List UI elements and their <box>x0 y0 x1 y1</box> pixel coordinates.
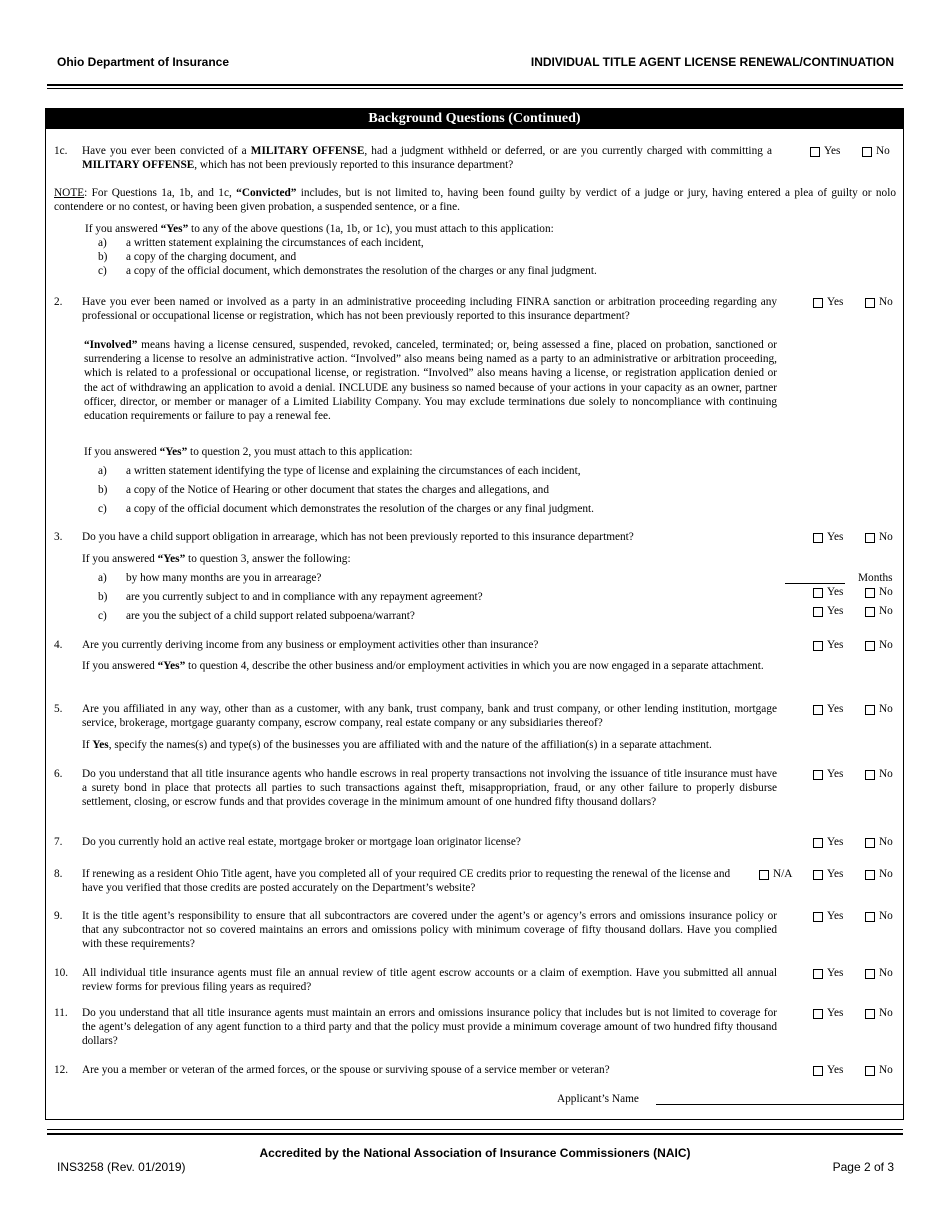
form-number: INS3258 (Rev. 01/2019) <box>57 1160 186 1174</box>
list-item: a copy of the official document which demonstrates the resolution of the charges or any final judgment. <box>126 503 594 515</box>
header-rule-thin <box>47 88 903 89</box>
checkbox-icon <box>813 770 823 780</box>
list-letter: a) <box>98 465 107 477</box>
checkbox-icon <box>865 870 875 880</box>
q10-no-checkbox[interactable]: No <box>865 967 893 980</box>
q8-yes-checkbox[interactable]: Yes <box>813 868 843 881</box>
list-letter: c) <box>98 503 107 515</box>
checkbox-icon <box>865 912 875 922</box>
months-input-line[interactable] <box>785 583 845 584</box>
note-text: NOTE: For Questions 1a, 1b, and 1c, “Convicted” includes, but is not limited to, having been found guilty by verdict of a judge or jury, having entered a plea of guilty or nolo contendere or no contest, or having been given probation, a suspended sentence, or a fine. <box>54 187 896 214</box>
checkbox-icon <box>813 838 823 848</box>
checkbox-icon <box>865 969 875 979</box>
q7-yes-checkbox[interactable]: Yes <box>813 836 843 849</box>
q3c-no-checkbox[interactable]: No <box>865 605 893 618</box>
question-7-text: Do you currently hold an active real estate, mortgage broker or mortgage loan originator license? <box>82 836 521 848</box>
q3c-yes-checkbox[interactable]: Yes <box>813 605 843 618</box>
question-number: 5. <box>54 703 63 715</box>
list-item: a written statement identifying the type of license and explaining the circumstances of each incident, <box>126 465 581 477</box>
q3b-no-checkbox[interactable]: No <box>865 586 893 599</box>
list-item: are you the subject of a child support related subpoena/warrant? <box>126 610 415 622</box>
q4-follow-text: If you answered “Yes” to question 4, describe the other business and/or employment activities in which you are now engaged in a separate attachment. <box>82 660 764 672</box>
involved-definition: “Involved” means having a license censured, suspended, revoked, canceled, terminated; or, being assessed a fine, placed on probation, sanctioned or surrendering a license to resolve an administrative action. “Involved” also means being named as a party to an administrative or arbitration proceeding, which is related to a professional or occupational license, or registration. “Involved” also means having a license, or registration application denied or the act of withdrawing an application to avoid a denial. INCLUDE any business so named because of your actions in your capacity as an owner, partner officer, director, or member or manager of a Limited Liability Company. You may exclude terminations due solely to noncompliance with continuing education requirements or failure to pay a renewal fee. <box>84 339 777 423</box>
footer-rule-thin <box>47 1129 903 1130</box>
question-number: 9. <box>54 910 63 922</box>
q11-yes-checkbox[interactable]: Yes <box>813 1007 843 1020</box>
q7-no-checkbox[interactable]: No <box>865 836 893 849</box>
checkbox-icon <box>865 770 875 780</box>
question-11-text: Do you understand that all title insurance agents must maintain an errors and omissions insurance policy that includes but is not limited to coverage for the agent’s delegation of any agent function to a third party and that the policy must provide a minimum coverage amount of two hundred fifty thousand dollars? <box>82 1007 777 1048</box>
question-number: 4. <box>54 639 63 651</box>
question-2-text: Have you ever been named or involved as a party in an administrative proceeding including FINRA sanction or arbitration proceeding regarding any professional or occupational license or registration, which has not been previously reported to this insurance department? <box>82 296 777 323</box>
list-item: a copy of the charging document, and <box>126 251 297 263</box>
question-number: 8. <box>54 868 63 880</box>
q5-yes-checkbox[interactable]: Yes <box>813 703 843 716</box>
checkbox-icon <box>813 607 823 617</box>
list-letter: a) <box>98 237 107 249</box>
list-letter: b) <box>98 484 108 496</box>
question-number: 6. <box>54 768 63 780</box>
checkbox-icon <box>813 1009 823 1019</box>
section-title: Background Questions (Continued) <box>45 108 904 129</box>
checkbox-icon <box>813 705 823 715</box>
checkbox-icon <box>813 298 823 308</box>
list-item: by how many months are you in arrearage? <box>126 572 322 584</box>
question-6-text: Do you understand that all title insurance agents who handle escrows in real property transactions not involving the issuance of title insurance must have a surety bond in place that protects all parties to such transactions against theft, misappropriation, fraud, or any other failure to properly disburse settlement, closing, or escrow funds and that provides coverage in the minimum amount of one hundred fifty thousand dollars? <box>82 768 777 809</box>
list-item: a written statement explaining the circumstances of each incident, <box>126 237 424 249</box>
q6-yes-checkbox[interactable]: Yes <box>813 768 843 781</box>
form-title: INDIVIDUAL TITLE AGENT LICENSE RENEWAL/CONTINUATION <box>530 55 894 69</box>
checkbox-icon <box>865 1066 875 1076</box>
checkbox-icon <box>865 705 875 715</box>
list-item: a copy of the official document, which demonstrates the resolution of the charges or any final judgment. <box>126 265 597 277</box>
question-number: 12. <box>54 1064 69 1076</box>
question-number: 1c. <box>54 145 68 157</box>
q2-no-checkbox[interactable]: No <box>865 296 893 309</box>
list-letter: b) <box>98 251 108 263</box>
list-letter: c) <box>98 610 107 622</box>
checkbox-icon <box>865 607 875 617</box>
months-label: Months <box>858 572 893 584</box>
q9-no-checkbox[interactable]: No <box>865 910 893 923</box>
checkbox-icon <box>813 912 823 922</box>
checkbox-icon <box>865 838 875 848</box>
checkbox-icon <box>865 588 875 598</box>
question-number: 11. <box>54 1007 68 1019</box>
q4-no-checkbox[interactable]: No <box>865 639 893 652</box>
checkbox-icon <box>862 147 872 157</box>
checkbox-icon <box>813 533 823 543</box>
q3-no-checkbox[interactable]: No <box>865 531 893 544</box>
q12-no-checkbox[interactable]: No <box>865 1064 893 1077</box>
question-number: 10. <box>54 967 69 979</box>
question-9-text: It is the title agent’s responsibility to ensure that all subcontractors are covered under the agent’s or agency’s errors and omissions insurance policy or that any subcontractor not so covered maintains an errors and omissions policy with minimum coverage of fifty thousand dollars. Have you complied with these requirements? <box>82 910 777 951</box>
question-8-text: If renewing as a resident Ohio Title agent, have you completed all of your required CE credits prior to requesting the renewal of the license and have you verified that those credits are posted accurately on the Department’s website? <box>82 868 731 895</box>
checkbox-icon <box>813 588 823 598</box>
question-number: 3. <box>54 531 63 543</box>
header-rule-thick <box>47 84 903 86</box>
q6-no-checkbox[interactable]: No <box>865 768 893 781</box>
checkbox-icon <box>865 298 875 308</box>
q5-follow-text: If Yes, specify the names(s) and type(s) of the businesses you are affiliated with and the nature of the affiliation(s) in a separate attachment. <box>82 739 712 751</box>
list-letter: b) <box>98 591 108 603</box>
q5-no-checkbox[interactable]: No <box>865 703 893 716</box>
list-letter: a) <box>98 572 107 584</box>
checkbox-icon <box>865 1009 875 1019</box>
q1-attach-intro: If you answered “Yes” to any of the above questions (1a, 1b, or 1c), you must attach to this application: <box>85 223 554 235</box>
question-4-text: Are you currently deriving income from any business or employment activities other than insurance? <box>82 639 539 651</box>
checkbox-icon <box>813 870 823 880</box>
q4-yes-checkbox[interactable]: Yes <box>813 639 843 652</box>
naic-accreditation: Accredited by the National Association of Insurance Commissioners (NAIC) <box>259 1146 691 1160</box>
question-10-text: All individual title insurance agents must file an annual review of title agent escrow accounts or a claim of exemption. Have you submitted all annual review forms for previous filing years as required? <box>82 967 777 994</box>
question-12-text: Are you a member or veteran of the armed forces, or the spouse or surviving spouse of a service member or veteran? <box>82 1064 610 1076</box>
checkbox-icon <box>813 969 823 979</box>
agency-name: Ohio Department of Insurance <box>57 55 230 69</box>
q12-yes-checkbox[interactable]: Yes <box>813 1064 843 1077</box>
page-number: Page 2 of 3 <box>832 1160 894 1174</box>
list-letter: c) <box>98 265 107 277</box>
q8-na-checkbox[interactable]: N/A <box>759 868 792 881</box>
q3-follow-intro: If you answered “Yes” to question 3, answer the following: <box>82 553 351 565</box>
q9-yes-checkbox[interactable]: Yes <box>813 910 843 923</box>
q11-no-checkbox[interactable]: No <box>865 1007 893 1020</box>
list-item: a copy of the Notice of Hearing or other document that states the charges and allegations, and <box>126 484 549 496</box>
question-5-text: Are you affiliated in any way, other than as a customer, with any bank, trust company, bank and trust company, or other lending institution, mortgage service, brokerage, mortgage guaranty company, escrow company, real estate company or any subsidiaries thereof? <box>82 703 777 730</box>
checkbox-icon <box>810 147 820 157</box>
applicant-name-label: Applicant’s Name <box>557 1093 639 1105</box>
checkbox-icon <box>865 533 875 543</box>
q2-attach-intro: If you answered “Yes” to question 2, you must attach to this application: <box>84 446 413 458</box>
question-3-text: Do you have a child support obligation in arrearage, which has not been previously reported to this insurance department? <box>82 531 634 543</box>
question-1c-text: Have you ever been convicted of a MILITARY OFFENSE, had a judgment withheld or deferred, or are you currently charged with committing a MILITARY OFFENSE, which has not been previously reported to this insurance department? <box>82 145 773 172</box>
applicant-name-input-line[interactable] <box>656 1104 904 1105</box>
question-number: 7. <box>54 836 63 848</box>
checkbox-icon <box>813 1066 823 1076</box>
q3-yes-checkbox[interactable]: Yes <box>813 531 843 544</box>
checkbox-icon <box>759 870 769 880</box>
list-item: are you currently subject to and in compliance with any repayment agreement? <box>126 591 483 603</box>
q3b-yes-checkbox[interactable]: Yes <box>813 586 843 599</box>
q8-no-checkbox[interactable]: No <box>865 868 893 881</box>
checkbox-icon <box>865 641 875 651</box>
footer-rule-thick <box>47 1133 903 1135</box>
q1c-yes-checkbox[interactable]: Yes <box>810 145 840 158</box>
question-number: 2. <box>54 296 63 308</box>
checkbox-icon <box>813 641 823 651</box>
q10-yes-checkbox[interactable]: Yes <box>813 967 843 980</box>
q2-yes-checkbox[interactable]: Yes <box>813 296 843 309</box>
q1c-no-checkbox[interactable]: No <box>862 145 890 158</box>
